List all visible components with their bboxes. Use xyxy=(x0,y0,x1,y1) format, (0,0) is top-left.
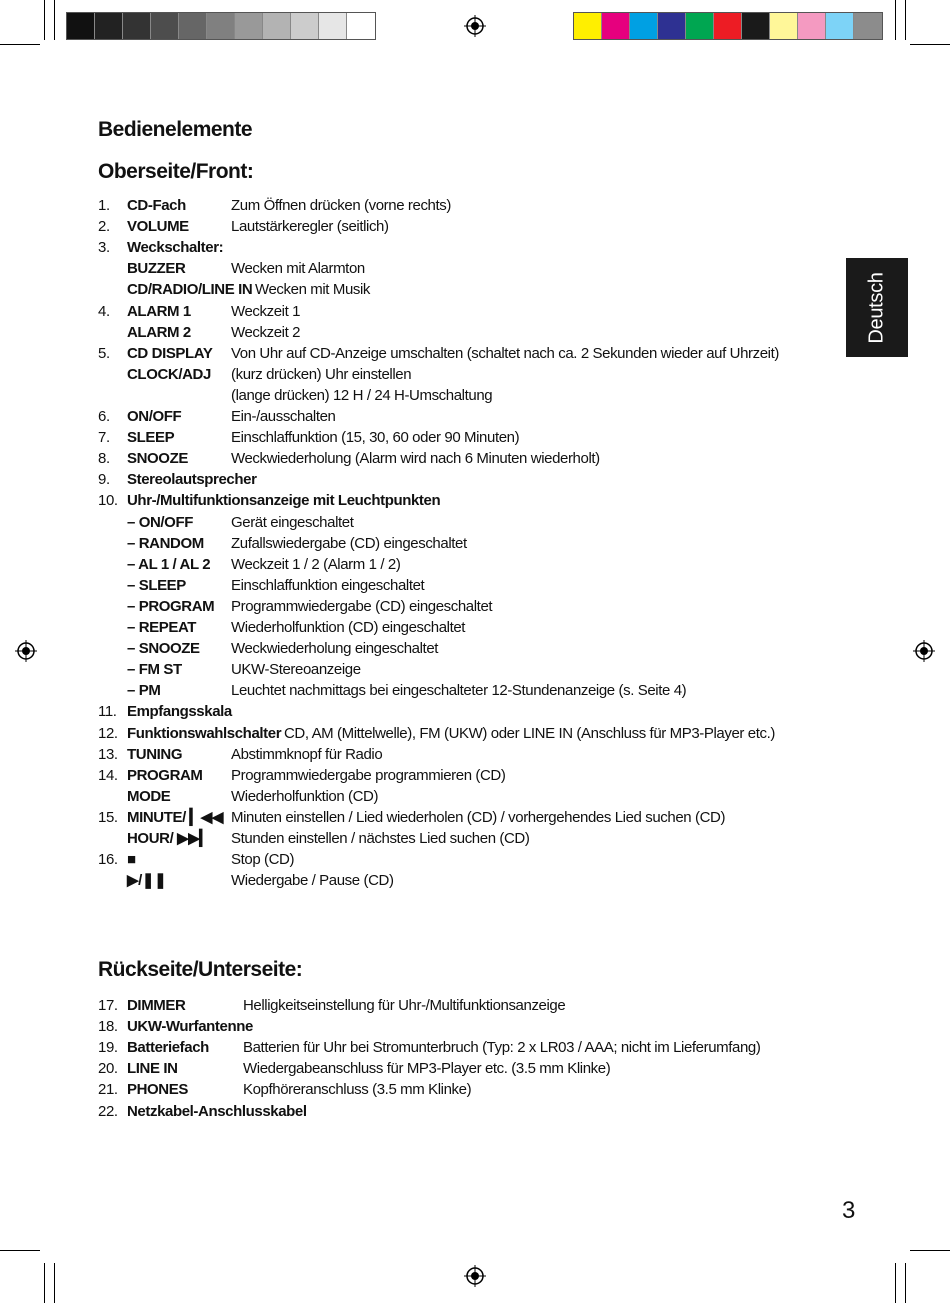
item-number: 22. xyxy=(98,1102,118,1120)
color-swatch xyxy=(742,13,770,39)
item-number: 8. xyxy=(98,450,110,468)
item-control-name: Empfangsskala xyxy=(127,703,232,721)
item-control-name: ALARM 2 xyxy=(127,323,191,341)
item-control-name: – REPEAT xyxy=(127,619,197,636)
color-swatch xyxy=(67,13,95,39)
item-control-name: – RANDOM xyxy=(127,534,204,552)
item-control-name: Uhr-/Multifunktionsanzeige mit Leuchtpunkten xyxy=(127,492,441,510)
item-description: Weckzeit 1 / 2 (Alarm 1 / 2) xyxy=(231,555,401,573)
item-control-name: CD-Fach xyxy=(127,197,186,214)
item-control-name: LINE IN xyxy=(127,1060,178,1078)
item-control-name: ▶/❚❚ xyxy=(127,872,167,890)
item-description: (kurz drücken) Uhr einstellen xyxy=(231,365,412,383)
item-description: Programmwiedergabe programmieren (CD) xyxy=(231,766,506,784)
item-description: Weckwiederholung (Alarm wird nach 6 Minuten wiederholt) xyxy=(231,450,600,468)
item-description: Abstimmknopf für Radio xyxy=(231,745,383,763)
item-number: 15. xyxy=(98,808,118,826)
item-control-name: ■ xyxy=(127,851,136,869)
item-control-name: CD DISPLAY xyxy=(127,344,213,362)
item-control-name: – SNOOZE xyxy=(127,640,200,658)
item-control-name: – SLEEP xyxy=(127,576,186,594)
section-heading-back: Rückseite/Unterseite: xyxy=(98,958,303,981)
registration-mark-icon xyxy=(913,640,935,662)
item-description: Stunden einstellen / nächstes Lied suchen (CD) xyxy=(231,830,530,847)
item-number: 2. xyxy=(98,218,110,236)
item-description: Stop (CD) xyxy=(231,851,295,869)
item-control-name: CD/RADIO/LINE IN xyxy=(127,281,253,299)
item-control-name: PROGRAM xyxy=(127,766,203,784)
item-description: Helligkeitseinstellung für Uhr-/Multifunktionsanzeige xyxy=(243,997,566,1014)
item-number: 10. xyxy=(98,492,118,510)
color-swatch xyxy=(95,13,123,39)
color-swatch xyxy=(291,13,319,39)
item-control-name: – PROGRAM xyxy=(127,597,215,615)
page-number: 3 xyxy=(842,1197,856,1224)
color-swatch xyxy=(630,13,658,39)
page-title: Bedienelemente xyxy=(98,118,253,141)
item-number: 7. xyxy=(98,429,110,447)
color-swatch xyxy=(179,13,207,39)
color-swatch xyxy=(686,13,714,39)
grayscale-calibration-bar xyxy=(66,12,376,40)
item-number: 17. xyxy=(98,997,118,1014)
item-description: Lautstärkeregler (seitlich) xyxy=(231,218,389,236)
item-description: Weckzeit 2 xyxy=(231,323,301,341)
item-description: Kopfhöreranschluss (3.5 mm Klinke) xyxy=(243,1081,472,1099)
color-swatch xyxy=(347,13,375,39)
item-control-name: VOLUME xyxy=(127,218,189,236)
item-description: Wecken mit Alarmton xyxy=(231,260,365,278)
registration-mark-icon xyxy=(464,15,486,37)
item-description: Ein-/ausschalten xyxy=(231,408,336,425)
item-description: Gerät eingeschaltet xyxy=(231,513,354,531)
item-control-name: HOUR/ ▶▶▎ xyxy=(127,830,211,847)
item-number: 11. xyxy=(98,703,117,721)
item-number: 20. xyxy=(98,1060,118,1078)
item-control-name: Stereolautsprecher xyxy=(127,471,257,489)
item-number: 18. xyxy=(98,1018,118,1036)
item-description: Wiedergabeanschluss für MP3-Player etc. (3.5 mm Klinke) xyxy=(243,1060,611,1078)
item-number: 14. xyxy=(98,766,118,784)
section-heading-front: Oberseite/Front: xyxy=(98,160,254,183)
color-calibration-bar xyxy=(573,12,883,40)
item-number: 4. xyxy=(98,302,110,320)
color-swatch xyxy=(207,13,235,39)
item-control-name: SNOOZE xyxy=(127,450,188,468)
color-swatch xyxy=(319,13,347,39)
item-control-name: MINUTE/ ▎◀◀ xyxy=(127,808,224,826)
item-description: Wiederholfunktion (CD) eingeschaltet xyxy=(231,619,466,636)
item-control-name: ON/OFF xyxy=(127,408,182,425)
item-control-name: BUZZER xyxy=(127,260,186,278)
color-swatch xyxy=(123,13,151,39)
item-control-name: Batteriefach xyxy=(127,1039,209,1057)
item-description: Weckzeit 1 xyxy=(231,302,301,320)
item-control-name: MODE xyxy=(127,787,171,805)
item-number: 12. xyxy=(98,724,118,742)
item-control-name: PHONES xyxy=(127,1081,188,1099)
item-control-name: – ON/OFF xyxy=(127,513,193,531)
item-control-name: Funktionswahlschalter xyxy=(127,724,282,742)
item-number: 13. xyxy=(98,745,118,763)
color-swatch xyxy=(574,13,602,39)
item-description: CD, AM (Mittelwelle), FM (UKW) oder LINE IN (Anschluss für MP3-Player etc.) xyxy=(284,724,775,742)
item-description: UKW-Stereoanzeige xyxy=(231,661,361,679)
item-description: Leuchtet nachmittags bei eingeschalteter 12-Stundenanzeige (s. Seite 4) xyxy=(231,682,687,700)
item-control-name: Netzkabel-Anschlusskabel xyxy=(127,1102,307,1120)
item-control-name: – FM ST xyxy=(127,661,182,679)
item-number: 16. xyxy=(98,851,118,869)
item-number: 9. xyxy=(98,471,110,489)
item-description: Wiederholfunktion (CD) xyxy=(231,787,379,805)
item-description: Einschlaffunktion eingeschaltet xyxy=(231,576,425,594)
item-description: Einschlaffunktion (15, 30, 60 oder 90 Minuten) xyxy=(231,429,520,447)
item-number: 19. xyxy=(98,1039,118,1057)
item-description: Wiedergabe / Pause (CD) xyxy=(231,872,394,890)
language-tab xyxy=(846,258,908,357)
item-control-name: UKW-Wurfantenne xyxy=(127,1018,253,1036)
item-number: 21. xyxy=(98,1081,118,1099)
item-description: Weckwiederholung eingeschaltet xyxy=(231,640,439,658)
item-description: (lange drücken) 12 H / 24 H-Umschaltung xyxy=(231,386,493,404)
registration-mark-icon xyxy=(464,1265,486,1287)
color-swatch xyxy=(263,13,291,39)
item-control-name: SLEEP xyxy=(127,429,175,447)
language-tab-label: Deutsch xyxy=(865,271,888,344)
item-control-name: TUNING xyxy=(127,745,183,763)
item-control-name: DIMMER xyxy=(127,997,186,1014)
item-description: Zum Öffnen drücken (vorne rechts) xyxy=(231,197,451,214)
item-description: Batterien für Uhr bei Stromunterbruch (Typ: 2 x LR03 / AAA; nicht im Lieferumfang) xyxy=(243,1039,761,1057)
color-swatch xyxy=(235,13,263,39)
color-swatch xyxy=(714,13,742,39)
item-description: Programmwiedergabe (CD) eingeschaltet xyxy=(231,597,493,615)
color-swatch xyxy=(826,13,854,39)
item-control-name: Weckschalter: xyxy=(127,239,224,257)
item-description: Minuten einstellen / Lied wiederholen (CD) / vorhergehendes Lied suchen (CD) xyxy=(231,808,726,826)
item-description: Wecken mit Musik xyxy=(255,281,371,299)
color-swatch xyxy=(151,13,179,39)
item-control-name: CLOCK/ADJ xyxy=(127,365,211,383)
color-swatch xyxy=(770,13,798,39)
registration-mark-icon xyxy=(15,640,37,662)
item-description: Zufallswiedergabe (CD) eingeschaltet xyxy=(231,534,467,552)
item-number: 1. xyxy=(98,197,110,214)
color-swatch xyxy=(658,13,686,39)
item-number: 3. xyxy=(98,239,110,257)
item-number: 6. xyxy=(98,408,110,425)
item-number: 5. xyxy=(98,344,110,362)
item-description: Von Uhr auf CD-Anzeige umschalten (schaltet nach ca. 2 Sekunden wieder auf Uhrzeit) xyxy=(231,344,779,362)
item-control-name: – PM xyxy=(127,682,161,700)
color-swatch xyxy=(854,13,882,39)
color-swatch xyxy=(602,13,630,39)
item-control-name: ALARM 1 xyxy=(127,302,191,320)
color-swatch xyxy=(798,13,826,39)
item-control-name: – AL 1 / AL 2 xyxy=(127,555,211,573)
